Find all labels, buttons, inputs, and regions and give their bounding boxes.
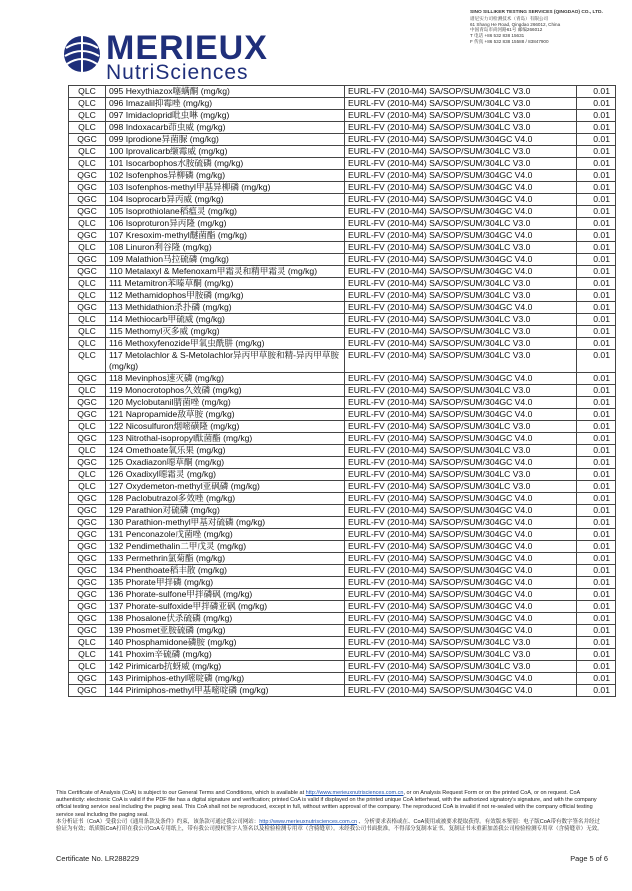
table-row — [69, 505, 616, 517]
table-row — [69, 625, 616, 637]
limit-cell: 0.01 — [577, 278, 616, 290]
method-reference-cell: EURL-FV (2010-M4) SA/SOP/SUM/304GC V4.0 — [345, 397, 577, 409]
table-row — [69, 338, 616, 350]
method-reference-cell: EURL-FV (2010-M4) SA/SOP/SUM/304GC V4.0 — [345, 553, 577, 565]
table-row — [69, 529, 616, 541]
limit-cell: 0.01 — [577, 637, 616, 649]
analyte-cell: 098 Indoxacarb茚虫威 (mg/kg) — [106, 122, 345, 134]
method-reference-cell: EURL-FV (2010-M4) SA/SOP/SUM/304LC V3.0 — [345, 218, 577, 230]
table-row — [69, 86, 616, 98]
analyte-cell: 126 Oxadixyl噁霜灵 (mg/kg) — [106, 469, 345, 481]
limit-cell: 0.01 — [577, 421, 616, 433]
table-row — [69, 218, 616, 230]
method-reference-cell: EURL-FV (2010-M4) SA/SOP/SUM/304GC V4.0 — [345, 433, 577, 445]
limit-cell: 0.01 — [577, 397, 616, 409]
limit-cell: 0.01 — [577, 350, 616, 373]
method-reference-cell: EURL-FV (2010-M4) SA/SOP/SUM/304GC V4.0 — [345, 409, 577, 421]
table-row — [69, 685, 616, 697]
limit-cell: 0.01 — [577, 649, 616, 661]
method-code-cell: QGC — [69, 409, 106, 421]
analyte-cell: 132 Pendimethalin二甲戊灵 (mg/kg) — [106, 541, 345, 553]
method-reference-cell: EURL-FV (2010-M4) SA/SOP/SUM/304LC V3.0 — [345, 338, 577, 350]
method-code-cell: QGC — [69, 302, 106, 314]
method-reference-cell: EURL-FV (2010-M4) SA/SOP/SUM/304GC V4.0 — [345, 182, 577, 194]
method-code-cell: QLC — [69, 445, 106, 457]
table-row — [69, 134, 616, 146]
limit-cell: 0.01 — [577, 182, 616, 194]
analyte-cell: 121 Napropamide敌草胺 (mg/kg) — [106, 409, 345, 421]
table-row — [69, 553, 616, 565]
table-row — [69, 146, 616, 158]
analyte-cell: 136 Phorate-sulfone甲拌磷砜 (mg/kg) — [106, 589, 345, 601]
analyte-cell: 107 Kresoxim-methyl醚菌酯 (mg/kg) — [106, 230, 345, 242]
method-reference-cell: EURL-FV (2010-M4) SA/SOP/SUM/304GC V4.0 — [345, 601, 577, 613]
disclaimer-en-text-2: , or on Analysis Request Form or on the printed CoA, or on request. CoA authenticity: electronic CoA is valid if the PDF file has a digital signature and verification; printed CoA is valid if displayed on the printed unique CoA letterhead, with the authorized signatory's signature, and with the company official testing service seal including the paging seal. This CoA shall not be reproduced, except in full, without written approval of the company. The reproduced CoA is invalid if not re-sealed with the company official testing service seal including the paging seal. — [56, 790, 597, 818]
method-reference-cell: EURL-FV (2010-M4) SA/SOP/SUM/304GC V4.0 — [345, 577, 577, 589]
method-reference-cell: EURL-FV (2010-M4) SA/SOP/SUM/304LC V3.0 — [345, 242, 577, 254]
method-code-cell: QGC — [69, 517, 106, 529]
table-row — [69, 613, 616, 625]
analyte-cell: 138 Phosalone伏杀硫磷 (mg/kg) — [106, 613, 345, 625]
method-reference-cell: EURL-FV (2010-M4) SA/SOP/SUM/304GC V4.0 — [345, 589, 577, 601]
method-code-cell: QLC — [69, 637, 106, 649]
table-row — [69, 206, 616, 218]
fax: F 传真 +86 532 838 15588 / 83847900 — [470, 38, 549, 44]
method-reference-cell: EURL-FV (2010-M4) SA/SOP/SUM/304LC V3.0 — [345, 158, 577, 170]
analyte-cell: 120 Myclobutanil腈菌唑 (mg/kg) — [106, 397, 345, 409]
limit-cell: 0.01 — [577, 469, 616, 481]
limit-cell: 0.01 — [577, 146, 616, 158]
method-code-cell: QLC — [69, 314, 106, 326]
table-row — [69, 493, 616, 505]
method-reference-cell: EURL-FV (2010-M4) SA/SOP/SUM/304LC V3.0 — [345, 481, 577, 493]
method-reference-cell: EURL-FV (2010-M4) SA/SOP/SUM/304LC V3.0 — [345, 146, 577, 158]
method-reference-cell: EURL-FV (2010-M4) SA/SOP/SUM/304GC V4.0 — [345, 685, 577, 697]
method-code-cell: QGC — [69, 194, 106, 206]
method-reference-cell: EURL-FV (2010-M4) SA/SOP/SUM/304LC V3.0 — [345, 86, 577, 98]
method-reference-cell: EURL-FV (2010-M4) SA/SOP/SUM/304GC V4.0 — [345, 517, 577, 529]
table-row — [69, 278, 616, 290]
method-code-cell: QLC — [69, 110, 106, 122]
method-code-cell: QLC — [69, 86, 106, 98]
method-reference-cell: EURL-FV (2010-M4) SA/SOP/SUM/304GC V4.0 — [345, 134, 577, 146]
limit-cell: 0.01 — [577, 529, 616, 541]
method-code-cell: QGC — [69, 170, 106, 182]
analyte-cell: 135 Phorate甲拌磷 (mg/kg) — [106, 577, 345, 589]
method-code-cell: QGC — [69, 577, 106, 589]
limit-cell: 0.01 — [577, 230, 616, 242]
table-row — [69, 170, 616, 182]
method-reference-cell: EURL-FV (2010-M4) SA/SOP/SUM/304LC V3.0 — [345, 122, 577, 134]
analyte-cell: 095 Hexythiazox噻螨酮 (mg/kg) — [106, 86, 345, 98]
method-reference-cell: EURL-FV (2010-M4) SA/SOP/SUM/304GC V4.0 — [345, 505, 577, 517]
method-code-cell: QGC — [69, 565, 106, 577]
method-reference-cell: EURL-FV (2010-M4) SA/SOP/SUM/304LC V3.0 — [345, 326, 577, 338]
table-row — [69, 445, 616, 457]
limit-cell: 0.01 — [577, 110, 616, 122]
method-code-cell: QLC — [69, 469, 106, 481]
analyte-cell: 109 Malathion马拉硫磷 (mg/kg) — [106, 254, 345, 266]
analyte-cell: 118 Mevinphos速灭磷 (mg/kg) — [106, 373, 345, 385]
analyte-cell: 123 Nitrothal-isopropyl酞菌酯 (mg/kg) — [106, 433, 345, 445]
method-reference-cell: EURL-FV (2010-M4) SA/SOP/SUM/304GC V4.0 — [345, 206, 577, 218]
method-code-cell: QLC — [69, 158, 106, 170]
limit-cell: 0.01 — [577, 385, 616, 397]
limit-cell: 0.01 — [577, 685, 616, 697]
limit-cell: 0.01 — [577, 373, 616, 385]
analyte-cell: 103 Isofenphos-methyl甲基异柳磷 (mg/kg) — [106, 182, 345, 194]
limit-cell: 0.01 — [577, 481, 616, 493]
method-code-cell: QGC — [69, 266, 106, 278]
method-reference-cell: EURL-FV (2010-M4) SA/SOP/SUM/304LC V3.0 — [345, 469, 577, 481]
address-en: 61 Shang He Road, Qingdao 266012, China — [470, 21, 561, 27]
table-row — [69, 373, 616, 385]
method-reference-cell: EURL-FV (2010-M4) SA/SOP/SUM/304GC V4.0 — [345, 457, 577, 469]
analyte-cell: 143 Pirimiphos-ethyl嘧啶磷 (mg/kg) — [106, 673, 345, 685]
method-reference-cell: EURL-FV (2010-M4) SA/SOP/SUM/304GC V4.0 — [345, 266, 577, 278]
method-code-cell: QGC — [69, 505, 106, 517]
results-table-body — [69, 86, 616, 697]
limit-cell: 0.01 — [577, 314, 616, 326]
method-reference-cell: EURL-FV (2010-M4) SA/SOP/SUM/304LC V3.0 — [345, 421, 577, 433]
method-code-cell: QGC — [69, 182, 106, 194]
method-code-cell: QLC — [69, 122, 106, 134]
table-row — [69, 266, 616, 278]
analyte-cell: 131 Penconazole戊菌唑 (mg/kg) — [106, 529, 345, 541]
table-row — [69, 577, 616, 589]
analyte-cell: 125 Oxadiazon噁草酮 (mg/kg) — [106, 457, 345, 469]
analyte-cell: 097 Imidacloprid吡虫啉 (mg/kg) — [106, 110, 345, 122]
table-row — [69, 326, 616, 338]
table-row — [69, 565, 616, 577]
method-reference-cell: EURL-FV (2010-M4) SA/SOP/SUM/304LC V3.0 — [345, 98, 577, 110]
method-code-cell: QLC — [69, 290, 106, 302]
limit-cell: 0.01 — [577, 326, 616, 338]
limit-cell: 0.01 — [577, 433, 616, 445]
table-row — [69, 601, 616, 613]
method-reference-cell: EURL-FV (2010-M4) SA/SOP/SUM/304GC V4.0 — [345, 170, 577, 182]
table-row — [69, 589, 616, 601]
method-code-cell: QLC — [69, 98, 106, 110]
method-code-cell: QLC — [69, 338, 106, 350]
method-code-cell: QGC — [69, 230, 106, 242]
analyte-cell: 101 Isocarbophos水胺硫磷 (mg/kg) — [106, 158, 345, 170]
table-row — [69, 409, 616, 421]
method-code-cell: QLC — [69, 146, 106, 158]
table-row — [69, 649, 616, 661]
table-row — [69, 122, 616, 134]
analyte-cell: 102 Isofenphos异柳磷 (mg/kg) — [106, 170, 345, 182]
analyte-cell: 117 Metolachlor & S-Metolachlor异丙甲草胺和精-异丙甲草胺 (mg/kg) — [106, 350, 345, 373]
limit-cell: 0.01 — [577, 409, 616, 421]
analyte-cell: 119 Monocrotophos久效磷 (mg/kg) — [106, 385, 345, 397]
table-row — [69, 242, 616, 254]
limit-cell: 0.01 — [577, 589, 616, 601]
method-code-cell: QGC — [69, 553, 106, 565]
analyte-cell: 096 Imazalil抑霉唑 (mg/kg) — [106, 98, 345, 110]
method-reference-cell: EURL-FV (2010-M4) SA/SOP/SUM/304LC V3.0 — [345, 278, 577, 290]
table-row — [69, 194, 616, 206]
analyte-cell: 129 Parathion对硫磷 (mg/kg) — [106, 505, 345, 517]
analyte-cell: 124 Omethoate氧乐果 (mg/kg) — [106, 445, 345, 457]
limit-cell: 0.01 — [577, 625, 616, 637]
limit-cell: 0.01 — [577, 158, 616, 170]
method-code-cell: QGC — [69, 625, 106, 637]
table-row — [69, 110, 616, 122]
analyte-cell: 140 Phosphamidone磷胺 (mg/kg) — [106, 637, 345, 649]
method-code-cell: QLC — [69, 421, 106, 433]
method-code-cell: QGC — [69, 613, 106, 625]
table-row — [69, 517, 616, 529]
method-reference-cell: EURL-FV (2010-M4) SA/SOP/SUM/304LC V3.0 — [345, 314, 577, 326]
method-reference-cell: EURL-FV (2010-M4) SA/SOP/SUM/304GC V4.0 — [345, 529, 577, 541]
method-code-cell: QLC — [69, 278, 106, 290]
method-reference-cell: EURL-FV (2010-M4) SA/SOP/SUM/304GC V4.0 — [345, 254, 577, 266]
method-reference-cell: EURL-FV (2010-M4) SA/SOP/SUM/304GC V4.0 — [345, 613, 577, 625]
method-code-cell: QGC — [69, 373, 106, 385]
analyte-cell: 127 Oxydemeton-methyl亚砜磷 (mg/kg) — [106, 481, 345, 493]
analyte-cell: 100 Iprovalicarb缬霉威 (mg/kg) — [106, 146, 345, 158]
analyte-cell: 128 Paclobutrazol多效唑 (mg/kg) — [106, 493, 345, 505]
table-row — [69, 661, 616, 673]
disclaimer-cn — [56, 819, 604, 833]
method-reference-cell: EURL-FV (2010-M4) SA/SOP/SUM/304GC V4.0 — [345, 493, 577, 505]
analyte-cell: 114 Methiocarb甲硫威 (mg/kg) — [106, 314, 345, 326]
method-reference-cell: EURL-FV (2010-M4) SA/SOP/SUM/304GC V4.0 — [345, 565, 577, 577]
disclaimer-cn-text: 本分析证书（CoA）受我公司《通用条款及条件》约束，该条款可通过我公司网站： — [56, 818, 260, 825]
method-reference-cell: EURL-FV (2010-M4) SA/SOP/SUM/304GC V4.0 — [345, 541, 577, 553]
analyte-cell: 134 Phenthoate稻丰散 (mg/kg) — [106, 565, 345, 577]
method-code-cell: QLC — [69, 649, 106, 661]
method-reference-cell: EURL-FV (2010-M4) SA/SOP/SUM/304LC V3.0 — [345, 661, 577, 673]
method-code-cell: QGC — [69, 601, 106, 613]
limit-cell: 0.01 — [577, 194, 616, 206]
disclaimer-en — [56, 790, 604, 819]
analyte-cell: 113 Methidathion杀扑磷 (mg/kg) — [106, 302, 345, 314]
limit-cell: 0.01 — [577, 661, 616, 673]
analyte-cell: 142 Pirimicarb抗蚜威 (mg/kg) — [106, 661, 345, 673]
method-code-cell: QGC — [69, 673, 106, 685]
method-code-cell: QGC — [69, 493, 106, 505]
analyte-cell: 115 Methomyl灭多威 (mg/kg) — [106, 326, 345, 338]
method-code-cell: QGC — [69, 254, 106, 266]
disclaimer-cn-text-2: 、分析要求表格或在、CoA使用或被要求提取获得。有效版本鉴别：电子版CoA带有数字签名并经过验证为有效；纸质版CoA打印在我公司CoA专用纸上，带有我公司授权签字人签名以及检验检测专用章（含骑缝章）。未经我公司书面批准，不得部分复制本证书。复制证书未重新加盖我公司检验检测专用章（含骑缝章）无效。 — [56, 818, 603, 833]
method-code-cell: QGC — [69, 397, 106, 409]
analyte-cell: 099 Iprodione异菌脲 (mg/kg) — [106, 134, 345, 146]
table-row — [69, 421, 616, 433]
table-row — [69, 158, 616, 170]
terms-link-en[interactable]: http://www.merieuxnutrisciences.com.cn — [305, 790, 404, 796]
limit-cell: 0.01 — [577, 266, 616, 278]
method-reference-cell: EURL-FV (2010-M4) SA/SOP/SUM/304LC V3.0 — [345, 290, 577, 302]
telephone: T 电话 +86 532 838 15631 — [470, 33, 525, 39]
analyte-cell: 111 Metamitron苯嗪草酮 (mg/kg) — [106, 278, 345, 290]
method-reference-cell: EURL-FV (2010-M4) SA/SOP/SUM/304GC V4.0 — [345, 373, 577, 385]
method-reference-cell: EURL-FV (2010-M4) SA/SOP/SUM/304GC V4.0 — [345, 625, 577, 637]
table-row — [69, 182, 616, 194]
limit-cell: 0.01 — [577, 601, 616, 613]
analyte-cell: 104 Isoprocarb异丙威 (mg/kg) — [106, 194, 345, 206]
page-number: Page 5 of 6 — [570, 854, 608, 863]
analyte-cell: 122 Nicosulfuron烟嘧磺隆 (mg/kg) — [106, 421, 345, 433]
company-logo — [62, 30, 322, 86]
table-row — [69, 397, 616, 409]
certificate-number: Certificate No. LR288229 — [56, 854, 139, 863]
method-reference-cell: EURL-FV (2010-M4) SA/SOP/SUM/304LC V3.0 — [345, 110, 577, 122]
analyte-cell: 137 Phorate-sulfoxide甲拌磷亚砜 (mg/kg) — [106, 601, 345, 613]
limit-cell: 0.01 — [577, 218, 616, 230]
method-code-cell: QGC — [69, 589, 106, 601]
method-reference-cell: EURL-FV (2010-M4) SA/SOP/SUM/304LC V3.0 — [345, 445, 577, 457]
limit-cell: 0.01 — [577, 338, 616, 350]
table-row — [69, 350, 616, 373]
results-table — [68, 85, 616, 697]
method-code-cell: QGC — [69, 206, 106, 218]
analyte-cell: 105 Isoprothiolane稻瘟灵 (mg/kg) — [106, 206, 345, 218]
logo-wordmark-bottom: NutriSciences — [106, 61, 249, 84]
table-row — [69, 673, 616, 685]
limit-cell: 0.01 — [577, 553, 616, 565]
limit-cell: 0.01 — [577, 517, 616, 529]
footer-disclaimer — [56, 790, 604, 833]
address-cn: 中国青岛市尚河路61号 邮编266012 — [470, 27, 543, 33]
method-code-cell: QLC — [69, 350, 106, 373]
method-reference-cell: EURL-FV (2010-M4) SA/SOP/SUM/304GC V4.0 — [345, 673, 577, 685]
limit-cell: 0.01 — [577, 98, 616, 110]
limit-cell: 0.01 — [577, 290, 616, 302]
limit-cell: 0.01 — [577, 541, 616, 553]
analyte-cell: 139 Phosmet亚胺硫磷 (mg/kg) — [106, 625, 345, 637]
analyte-cell: 116 Methoxyfenozide甲氧虫酰肼 (mg/kg) — [106, 338, 345, 350]
table-row — [69, 469, 616, 481]
table-row — [69, 98, 616, 110]
method-reference-cell: EURL-FV (2010-M4) SA/SOP/SUM/304GC V4.0 — [345, 302, 577, 314]
method-code-cell: QLC — [69, 326, 106, 338]
limit-cell: 0.01 — [577, 457, 616, 469]
method-reference-cell: EURL-FV (2010-M4) SA/SOP/SUM/304LC V3.0 — [345, 649, 577, 661]
limit-cell: 0.01 — [577, 673, 616, 685]
limit-cell: 0.01 — [577, 565, 616, 577]
limit-cell: 0.01 — [577, 242, 616, 254]
table-row — [69, 457, 616, 469]
analyte-cell: 141 Phoxim辛硫磷 (mg/kg) — [106, 649, 345, 661]
method-code-cell: QGC — [69, 433, 106, 445]
limit-cell: 0.01 — [577, 122, 616, 134]
limit-cell: 0.01 — [577, 493, 616, 505]
method-code-cell: QLC — [69, 661, 106, 673]
limit-cell: 0.01 — [577, 206, 616, 218]
analyte-cell: 106 Isoproturon异丙隆 (mg/kg) — [106, 218, 345, 230]
limit-cell: 0.01 — [577, 302, 616, 314]
method-code-cell: QLC — [69, 385, 106, 397]
disclaimer-en-text: This Certificate of Analysis (CoA) is subject to our General Terms and Conditions, which is available at — [56, 790, 306, 796]
table-row — [69, 637, 616, 649]
method-reference-cell: EURL-FV (2010-M4) SA/SOP/SUM/304LC V3.0 — [345, 637, 577, 649]
method-code-cell: QGC — [69, 685, 106, 697]
table-row — [69, 314, 616, 326]
analyte-cell: 108 Linuron利谷隆 (mg/kg) — [106, 242, 345, 254]
method-code-cell: QGC — [69, 134, 106, 146]
method-code-cell: QLC — [69, 218, 106, 230]
analyte-cell: 112 Methamidophos甲胺磷 (mg/kg) — [106, 290, 345, 302]
method-reference-cell: EURL-FV (2010-M4) SA/SOP/SUM/304GC V4.0 — [345, 230, 577, 242]
limit-cell: 0.01 — [577, 170, 616, 182]
analyte-cell: 130 Parathion-methyl甲基对硫磷 (mg/kg) — [106, 517, 345, 529]
globe-logo-icon — [62, 32, 102, 74]
company-address-block — [470, 10, 620, 45]
method-reference-cell: EURL-FV (2010-M4) SA/SOP/SUM/304GC V4.0 — [345, 194, 577, 206]
table-row — [69, 230, 616, 242]
limit-cell: 0.01 — [577, 577, 616, 589]
company-name: SINO SILLIKER TESTING SERVICES (QINGDAO) CO., LTD. — [470, 10, 603, 15]
method-code-cell: QGC — [69, 457, 106, 469]
limit-cell: 0.01 — [577, 613, 616, 625]
method-code-cell: QLC — [69, 242, 106, 254]
table-row — [69, 481, 616, 493]
table-row — [69, 385, 616, 397]
table-row — [69, 433, 616, 445]
logo-wordmark-top: MERIEUX — [106, 29, 268, 67]
table-row — [69, 541, 616, 553]
method-code-cell: QGC — [69, 541, 106, 553]
method-reference-cell: EURL-FV (2010-M4) SA/SOP/SUM/304LC V3.0 — [345, 385, 577, 397]
method-reference-cell: EURL-FV (2010-M4) SA/SOP/SUM/304LC V3.0 — [345, 350, 577, 373]
table-row — [69, 290, 616, 302]
limit-cell: 0.01 — [577, 445, 616, 457]
terms-link-cn[interactable]: http://www.merieuxnutrisciences.com.cn — [259, 818, 358, 825]
limit-cell: 0.01 — [577, 134, 616, 146]
table-row — [69, 302, 616, 314]
analyte-cell: 110 Metalaxyl & Mefenoxam甲霜灵和精甲霜灵 (mg/kg) — [106, 266, 345, 278]
method-code-cell: QLC — [69, 481, 106, 493]
company-name-cn: 谱尼实力司检测技术（青岛）有限公司 — [470, 15, 549, 21]
limit-cell: 0.01 — [577, 86, 616, 98]
table-row — [69, 254, 616, 266]
limit-cell: 0.01 — [577, 254, 616, 266]
analyte-cell: 133 Permethrin氯菊酯 (mg/kg) — [106, 553, 345, 565]
analyte-cell: 144 Pirimiphos-methyl甲基嘧啶磷 (mg/kg) — [106, 685, 345, 697]
limit-cell: 0.01 — [577, 505, 616, 517]
method-code-cell: QGC — [69, 529, 106, 541]
